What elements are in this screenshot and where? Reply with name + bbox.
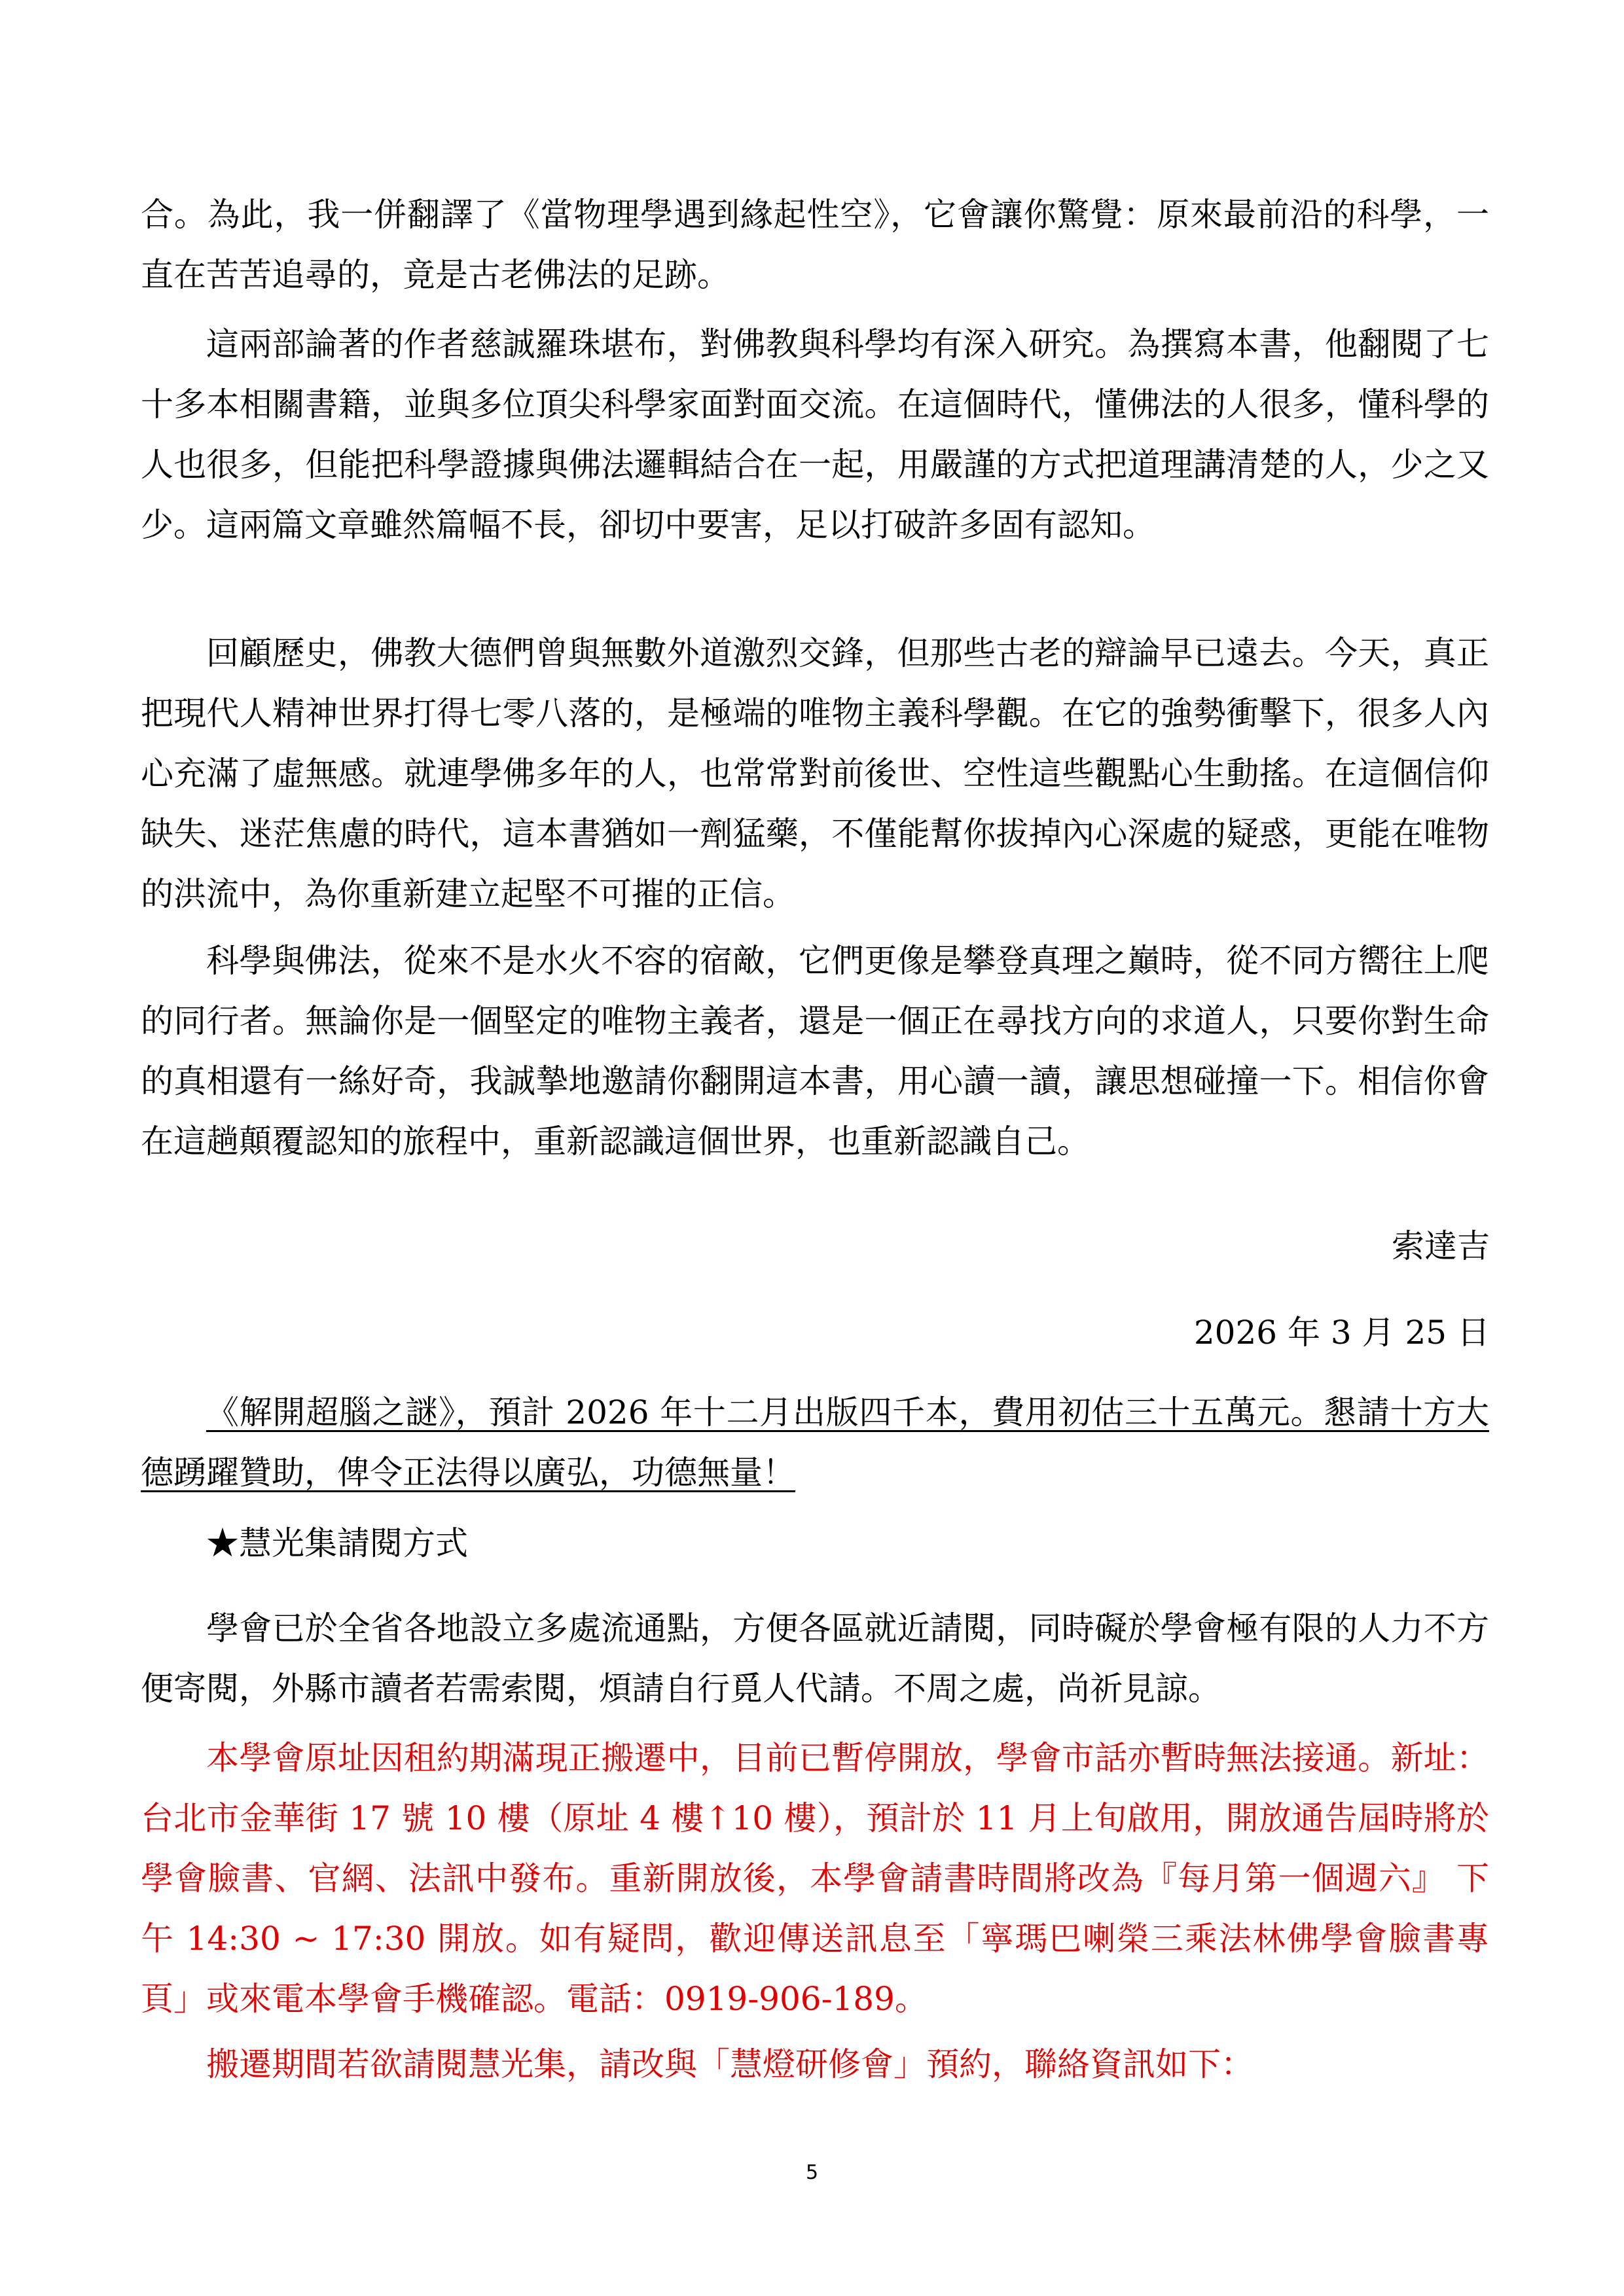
paragraph-history: 回顧歷史，佛教大德們曾與無數外道激烈交鋒，但那些古老的辯論早已遠去。今天，真正把現代人精神世界打得七零八落的，是極端的唯物主義科學觀。在它的強勢衝擊下，很多人內心充滿了虛無感。就連學佛多年的人，也常常對前後世、空性這些觀點心生動搖。在這個信仰缺失、迷茫焦慮的時代，這本書猶如一劑猛藥，不僅能幫你拔掉內心深處的疑惑，更能在唯物的洪流中，為你重新建立起堅不可摧的正信。 [141,634,1489,913]
paragraph-translation-note: 合。為此，我一併翻譯了《當物理學遇到緣起性空》，它會讓你驚覺：原來最前沿的科學，一直在苦苦追尋的，竟是古老佛法的足跡。 [141,196,1489,294]
relocation-notice: 本學會原址因租約期滿現正搬遷中，目前已暫停開放，學會市話亦暫時無法接通。新址：台北市金華街 17 號 10 樓（原址 4 樓↑10 樓），預計於 11 月上旬啟用，開放通告屆時將於學會臉書、官網、法訊中發布。重新開放後，本學會請書時間將改為『每月第一個週六』 下午 14:30 ~ 17:30 開放。如有疑問，歡迎傳送訊息至「寧瑪巴喇榮三乘法林佛學會臉書專頁」或來電本學會手機確認。電話：0919-906-189。 [141,1739,1489,2018]
relocation-contact-intro: 搬遷期間若欲請閱慧光集，請改與「慧燈研修會」預約，聯絡資訊如下： [206,2045,1254,2083]
paragraph-invitation: 科學與佛法，從來不是水火不容的宿敵，它們更像是攀登真理之巔時，從不同方嚮往上爬的同行者。無論你是一個堅定的唯物主義者，還是一個正在尋找方向的求道人，只要你對生命的真相還有一絲好奇，我誠摯地邀請你翻開這本書，用心讀一讀，讓思想碰撞一下。相信你會在這趟顛覆認知的旅程中，重新認識這個世界，也重新認識自己。 [141,942,1489,1160]
page-number: 5 [805,2161,819,2184]
sponsorship-appeal: 《解開超腦之謎》，預計 2026 年十二月出版四千本，費用初估三十五萬元。懇請十方大德踴躍贊助，俾令正法得以廣弘，功德無量！ [141,1393,1489,1492]
paragraph-author-intro: 這兩部論著的作者慈誠羅珠堪布，對佛教與科學均有深入研究。為撰寫本書，他翻閱了七十多本相關書籍，並與多位頂尖科學家面對面交流。在這個時代，懂佛法的人很多，懂科學的人也很多，但能把科學證據與佛法邏輯結合在一起，用嚴謹的方式把道理講清楚的人，少之又少。這兩篇文章雖然篇幅不長，卻切中要害，足以打破許多固有認知。 [141,325,1489,544]
section-heading: ★慧光集請閱方式 [206,1524,468,1562]
signature-author: 索達吉 [1392,1227,1490,1265]
sponsorship-appeal-wrapper [141,1382,1489,1503]
signature-date: 2026 年 3 月 25 日 [1193,1314,1490,1352]
paragraph-distribution: 學會已於全省各地設立多處流通點，方便各區就近請閱，同時礙於學會極有限的人力不方便寄閱，外縣市讀者若需索閱，煩請自行覓人代請。不周之處，尚祈見諒。 [141,1609,1489,1708]
